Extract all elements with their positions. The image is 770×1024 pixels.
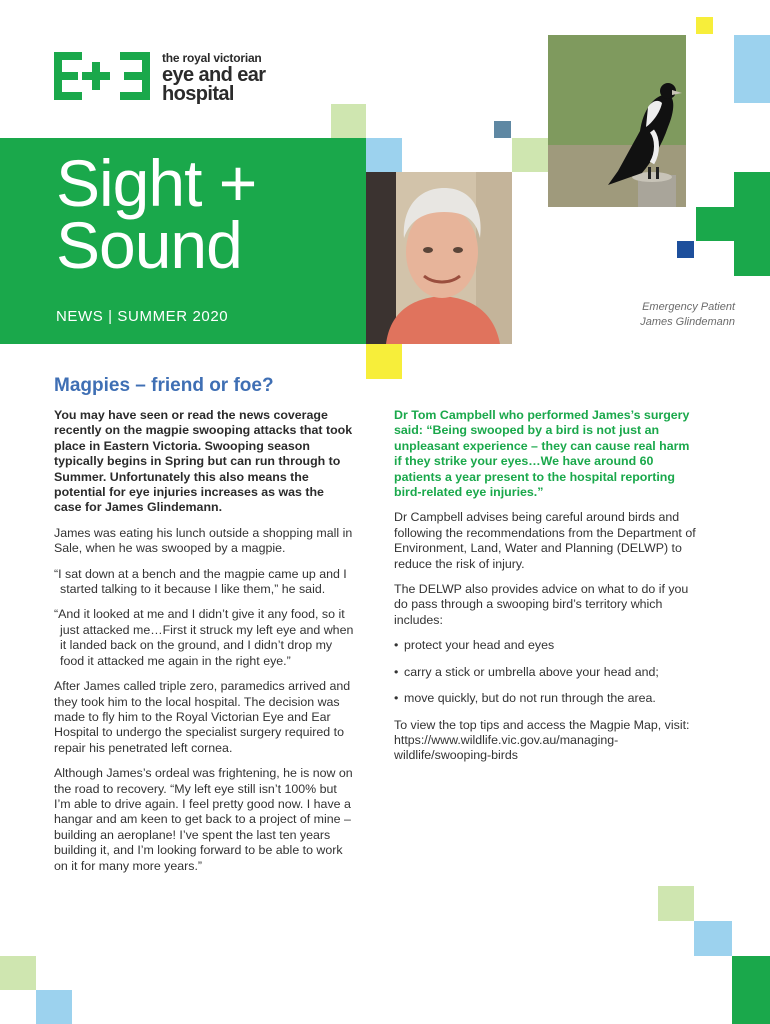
advice-list [394,638,700,706]
logo-line-2: eye and ear [162,64,266,86]
article-quote: “I sat down at a bench and the magpie came up and I started talking to it because I like them,” he said. [54,566,347,597]
deco-square [696,207,734,241]
magpie-illustration [548,35,686,207]
deco-square [366,344,402,379]
photo-caption [600,300,735,330]
logo-line-1: the royal victorian [162,51,262,65]
article-paragraph: Dr Campbell advises being careful around birds and following the recommendations from the Department of Environment, Land, Water and Planning (DELWP) to reduce the risk of injury. [394,510,696,571]
deco-square [694,921,732,956]
logo-line-3: hospital [162,83,234,105]
article-paragraph: James was eating his lunch outside a shopping mall in Sale, when he was swooped by a magpie. [54,525,353,556]
article-paragraph: After James called triple zero, paramedics arrived and they took him to the local hospital. The decision was made to fly him to the Royal Victorian Eye and Ear Hospital to undergo the specialist surgery required to repair his penetrated left cornea. [54,679,351,755]
hospital-logo-text [162,52,265,104]
deco-square [36,990,72,1024]
deco-square [696,17,713,34]
list-item: • protect your head and eyes [394,638,700,653]
deco-square [732,956,770,1024]
hospital-logo-mark [54,52,150,100]
list-item: • move quickly, but do not run through the area. [394,691,700,706]
magpie-photo [548,35,686,207]
article-paragraph-link: To view the top tips and access the Magpie Map, visit: https://www.wildlife.vic.gov.au/managing-wildlife/swooping-birds [394,717,690,763]
masthead-banner [0,138,366,344]
article-headline: Magpies – friend or foe? [54,375,274,396]
article-paragraph: Although James’s ordeal was frightening, he is now on the road to recovery. “My left eye still isn’t 100% but I’m able to drive again. I feel pretty good now. I have a hangar and am keen to get back to a project of mine – building an aeroplane! I’ve spent the last ten years building it, and I’m looking forward to be able to work on it for many more years.” [54,766,353,873]
article-lead: You may have seen or read the news coverage recently on the magpie swooping attacks that took place in Eastern Victoria. Swooping season typically begins in Spring but can run through to Summer. Unfortunately this also means the potential for eye injuries increases as was the case for James Glindemann. [54,408,353,515]
deco-square [0,956,36,990]
article-quote: “And it looked at me and I didn’t give it any food, so it just attacked me…First it struck my left eye and when it landed back on the ground, and I didn’t drop my food it attacked me again in the right eye.” [54,607,354,668]
deco-square [494,121,511,138]
caption-line-2: James Glindemann [640,316,735,328]
surgeon-quote: Dr Tom Campbell who performed James’s surgery said: “Being swooped by a bird is not just an unpleasant experience – they can cause real harm if they strike your eyes…We have around 60 patients a year present to the hospital reporting bird-related eye injuries.” [394,408,690,500]
deco-square [331,104,366,138]
deco-square [658,886,694,921]
patient-portrait-photo [366,172,512,344]
patient-portrait-illustration [366,172,512,344]
masthead-title: Sight + Sound [56,146,257,282]
list-item: • carry a stick or umbrella above your head and; [394,665,700,680]
caption-line-1: Emergency Patient [642,301,735,313]
deco-square [512,138,548,172]
article-column-left [54,408,354,884]
deco-square [677,241,694,258]
deco-square [366,138,402,172]
issue-label: NEWS | SUMMER 2020 [56,308,229,325]
deco-square [734,172,770,276]
deco-square [734,35,770,103]
article-paragraph: The DELWP also provides advice on what to do if you do pass through a swooping bird’s territory which includes: [394,582,689,627]
article-column-right [394,408,700,774]
